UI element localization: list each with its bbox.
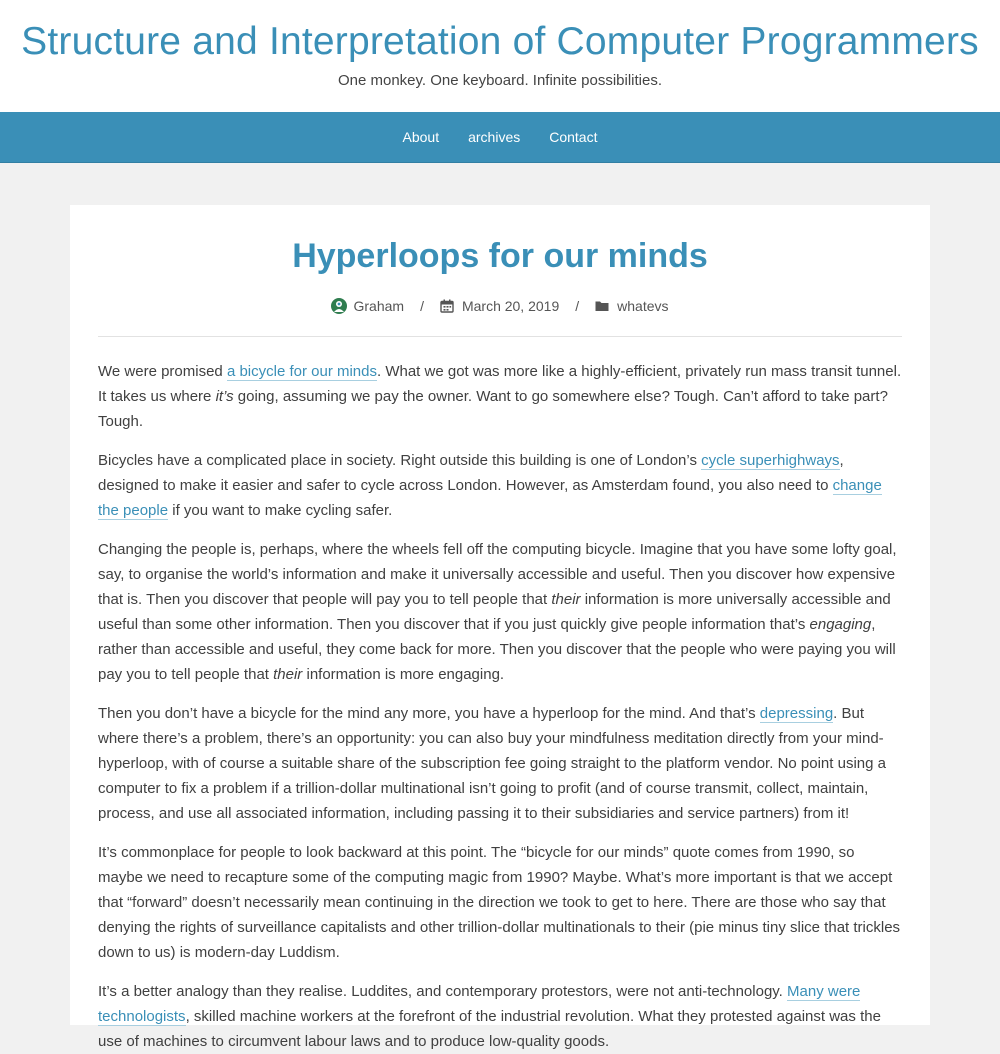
post-content [98,359,902,1054]
paragraph [98,448,902,523]
site-title[interactable]: Structure and Interpretation of Computer Programmers [21,20,979,63]
paragraph [98,979,902,1054]
link-many-were-technologists[interactable]: Many were technologists [98,983,861,1025]
emphasis: it’s [215,388,234,405]
link-bicycle-for-our-minds[interactable]: a bicycle for our minds [226,363,377,380]
post-category-link[interactable]: whatevs [617,298,669,314]
paragraph [98,701,902,826]
link-depressing[interactable]: depressing [759,705,834,722]
text: . What we got was more like a highly-efficient, privately run mass transit tunnel. It takes us where [98,363,902,405]
text: It’s commonplace for people to look backward at this point. The “bicycle for our minds” quote comes from 1990, so maybe we need to recapture some of the computing magic from 1990? Maybe. What’s more important is that we accept that “forward” doesn’t necessarily mean continuing in the direction we took to get to here. There are those who say that denying the rights of surveillance capitalists and other trillion-dollar multinationals to their (pie minus tiny slice that trickles down to us) is modern-day Luddism. [98,844,901,961]
nav-item-about[interactable]: About [402,129,440,145]
post-author-link[interactable]: Graham [353,298,405,314]
text: Bicycles have a complicated place in society. Right outside this building is one of London’s [98,452,702,469]
paragraph [98,840,902,965]
site-tagline: One monkey. One keyboard. Infinite possibilities. [337,72,663,89]
calendar-icon [440,299,454,313]
link-change-the-people[interactable]: change the people [98,477,882,519]
post-date-link[interactable]: March 20, 2019 [461,298,560,314]
site-header [0,0,1000,112]
folder-icon [595,299,609,313]
meta-separator: / [575,298,580,314]
avatar-icon [331,298,347,314]
nav-item-archives[interactable]: archives [468,129,521,145]
main-nav [0,112,1000,163]
article [70,205,930,1050]
text: , rather than accessible and useful, they come back for more. Then you discover that the people who were paying you will pay you to tell people that [98,616,896,683]
text: if you want to make cycling safer. [168,502,393,519]
emphasis: engaging [809,616,872,633]
text: It’s a better analogy than they realise. Luddites, and contemporary protestors, were not anti-technology. [98,983,788,1000]
nav-item-contact[interactable]: Contact [549,129,598,145]
text: Then you don’t have a bicycle for the mind any more, you have a hyperloop for the mind. And that’s [98,705,760,722]
emphasis: their [551,591,581,608]
text: information is more engaging. [302,666,505,683]
text: , designed to make it easier and safer to cycle across London. However, as Amsterdam found, you also need to [98,452,844,494]
paragraph [98,537,902,687]
text: . But where there’s a problem, there’s an opportunity: you can also buy your mindfulness meditation directly from your mind-hyperloop, with of course a suitable share of the subscription fee going straight to the platform vendor. No point using a computer to fix a problem if a trillion-dollar multinational isn’t going to profit (and of course transmit, collect, maintain, process, and use all associated information, including passing it to their subsidiaries and service partners) from it! [98,705,886,822]
text: We were promised [98,363,227,380]
text: Changing the people is, perhaps, where the wheels fell off the computing bicycle. Imagine that you have some lofty goal, say, to organise the world’s information and make it universally accessible and useful. Then you discover how expensive that is. Then you discover that people will pay you to tell people that [98,541,897,608]
text: information is more universally accessible and useful than some other information. Then you discover that if you just quickly give people information that’s [98,591,891,633]
emphasis: their [273,666,303,683]
paragraph [98,359,902,434]
link-cycle-superhighways[interactable]: cycle superhighways [701,452,840,469]
text: going, assuming we pay the owner. Want to go somewhere else? Tough. Can’t afford to take part? Tough. [98,388,888,430]
meta-divider [98,336,902,337]
post-title: Hyperloops for our minds [292,237,708,275]
post-meta [98,297,902,315]
meta-separator: / [420,298,424,314]
text: , skilled machine workers at the forefront of the industrial revolution. What they protested against was the use of machines to circumvent labour laws and to produce low-quality goods. [98,1008,881,1050]
